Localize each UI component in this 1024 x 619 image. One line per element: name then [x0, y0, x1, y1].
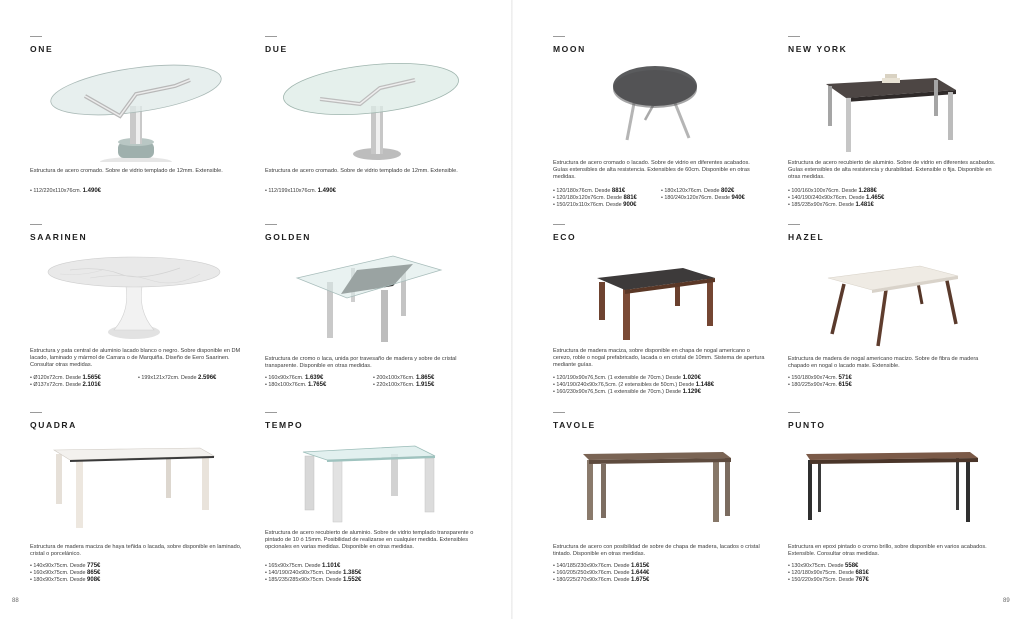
price-item: • 140/190/240x90x76,5cm. (2 extensibles de 50cm.) Desde 1.148€ — [553, 382, 765, 389]
price-list — [30, 563, 242, 583]
price-item: • 150/220x90x75cm. Desde 767€ — [788, 577, 1000, 584]
price-item: • 160x90x75cm. Desde 865€ — [30, 570, 242, 577]
price-list — [788, 188, 1000, 208]
price-item: • 165x90x75cm. Desde 1.101€ — [265, 563, 477, 570]
title-rule — [788, 224, 800, 225]
page-gutter — [511, 0, 513, 619]
title-rule — [553, 36, 565, 37]
price-item: • 140/190/240x90x76cm. Desde 1.465€ — [788, 195, 1000, 202]
product-hazel — [788, 224, 1000, 404]
price-item: • 180x100x76cm. 1.765€ — [265, 382, 369, 389]
table-saarinen-image — [30, 242, 242, 350]
product-moon — [553, 36, 765, 216]
price-list — [30, 188, 242, 195]
product-description: Estructura de cromo o laca, unida por travesaño de madera y sobre de cristal transparente. Disponible en otras medidas. — [265, 356, 457, 369]
price-item: • 185/235x90x76cm. Desde 1.481€ — [788, 202, 1000, 209]
product-one — [30, 36, 242, 216]
price-item: • 140/185/230x90x76cm. Desde 1.615€ — [553, 563, 765, 570]
title-rule — [553, 412, 565, 413]
product-name: SAARINEN — [30, 232, 88, 242]
table-golden-image — [265, 242, 477, 350]
price-item: • 160/205/250x90x76cm. Desde 1.644€ — [553, 570, 765, 577]
table-new-york-image — [788, 54, 1000, 162]
product-name: NEW YORK — [788, 44, 848, 54]
product-description: Estructura de acero cromado o lacado. Sobre de vidrio en diferentes acabados. Guías extensibles de alta resistencia. Extensibles de 60cm. Disponible en otras medidas. — [553, 160, 750, 180]
product-punto — [788, 412, 1000, 592]
table-hazel-image — [788, 242, 1000, 350]
title-rule — [30, 412, 42, 413]
price-item: • 180x90x75cm. Desde 908€ — [30, 577, 242, 584]
title-rule — [30, 224, 42, 225]
product-name: TAVOLE — [553, 420, 596, 430]
price-item: • Ø137x72cm. Desde 2.101€ — [30, 382, 134, 389]
title-rule — [265, 224, 277, 225]
product-quadra — [30, 412, 242, 592]
price-item: • 180/240x120x76cm. Desde 940€ — [661, 195, 765, 202]
price-item: • 120/180x76cm. Desde 881€ — [553, 188, 657, 195]
product-tempo — [265, 412, 477, 592]
product-description: Estructura de acero recubierto de aluminio. Sobre de vidrio templado transparente o pintado de 10 ó 15mm. Posibilidad de realizarse en cualquier medida. Extensibles opcionales en varias medidas. Disponible en otras medidas. — [265, 530, 474, 550]
price-item: • 130x90x75cm. Desde 558€ — [788, 563, 1000, 570]
product-description: Estructura de madera de nogal americano macizo. Sobre de fibra de madera chapado en nogal o lacado mate. Extensible. — [788, 356, 979, 369]
page-number-right: 89 — [1003, 598, 1010, 604]
price-list — [265, 563, 477, 583]
price-list — [553, 375, 765, 395]
product-description: Estructura de acero recubierto de aluminio. Sobre de vidrio en diferentes acabados. Guías extensibles de alta resistencia y durabilidad. Extensible o fija. Disponible en otras medidas. — [788, 160, 996, 180]
price-list — [265, 375, 477, 389]
title-rule — [788, 36, 800, 37]
product-description: Estructura en epoxi pintado o cromo brillo, sobre disponible en varios acabados. Extensible. Consultar otras medidas. — [788, 544, 987, 557]
product-tavole — [553, 412, 765, 592]
price-item: • 100/160x100x76cm. Desde 1.288€ — [788, 188, 1000, 195]
price-item: • 150/180x90x74cm. 571€ — [788, 375, 1000, 382]
product-name: PUNTO — [788, 420, 826, 430]
product-name: QUADRA — [30, 420, 77, 430]
product-name: ECO — [553, 232, 577, 242]
price-list — [553, 188, 765, 208]
product-saarinen — [30, 224, 242, 404]
product-name: ONE — [30, 44, 54, 54]
table-tempo-image — [265, 430, 477, 538]
price-item: • 180x120x76cm. Desde 802€ — [661, 188, 765, 195]
product-description: Estructura de madera maciza de haya teñida o lacada, sobre disponible en laminado, cristal o porcelánico. — [30, 544, 242, 557]
table-eco-image — [553, 242, 765, 350]
product-golden — [265, 224, 477, 404]
price-item: • 199x121x72cm. Desde 2.596€ — [138, 375, 242, 382]
table-tavole-image — [553, 430, 765, 538]
price-item: • 120/190x90x76,5cm. (1 extensible de 70cm.) Desde 1.020€ — [553, 375, 765, 382]
price-item: • 200x100x76cm. 1.865€ — [373, 375, 477, 382]
price-list — [30, 375, 242, 389]
product-description: Estructura de acero con posibilidad de sobre de chapa de madera, lacados o cristal tintado. Disponible en otras medidas. — [553, 544, 760, 557]
price-item: • 150/210x110x76cm. Desde 900€ — [553, 202, 657, 209]
product-description: Estructura de madera maciza, sobre disponible en chapa de nogal americano o cerezo, roble o nogal prefabricado, lacada o en cristal de 10mm. Sistema de apertura mediante guías. — [553, 348, 765, 368]
page-number-left: 88 — [12, 598, 19, 604]
price-item: • 160/230x90x76,5cm. (1 extensible de 70cm.) Desde 1.129€ — [553, 389, 765, 396]
price-list — [265, 188, 477, 195]
price-item: • 140x90x75cm. Desde 775€ — [30, 563, 242, 570]
product-name: MOON — [553, 44, 586, 54]
product-name: TEMPO — [265, 420, 304, 430]
product-due — [265, 36, 477, 216]
price-item: • 185/235/285x90x75cm. Desde 1.552€ — [265, 577, 477, 584]
price-item: • 140/190/240x90x75cm. Desde 1.385€ — [265, 570, 477, 577]
price-item: • 120/180x120x76cm. Desde 881€ — [553, 195, 657, 202]
product-eco — [553, 224, 765, 404]
price-item: • 220x100x76cm. 1.915€ — [373, 382, 477, 389]
price-item: • 180/225x90x74cm. 615€ — [788, 382, 1000, 389]
product-description: Estructura y pata central de aluminio lacado blanco o negro. Sobre disponible en DM lacado, laminado y mármol de Carrara o de Marquiña. Diseño de Eero Saarinen. Consultar otras medidas. — [30, 348, 241, 368]
table-one-image — [30, 54, 242, 162]
price-item: • Ø120x72cm. Desde 1.565€ — [30, 375, 134, 382]
title-rule — [265, 36, 277, 37]
table-quadra-image — [30, 430, 242, 538]
product-description: Estructura de acero cromado. Sobre de vidrio templado de 12mm. Extensible. — [265, 168, 458, 174]
price-item: • 112/220x110x76cm. 1.490€ — [30, 188, 242, 195]
table-punto-image — [788, 430, 1000, 538]
title-rule — [788, 412, 800, 413]
table-moon-image — [553, 54, 765, 162]
product-name: DUE — [265, 44, 288, 54]
product-new-york — [788, 36, 1000, 216]
price-item: • 112/199x110x76cm. 1.490€ — [265, 188, 477, 195]
product-description: Estructura de acero cromado. Sobre de vidrio templado de 12mm. Extensible. — [30, 168, 223, 174]
price-list — [788, 563, 1000, 583]
price-list — [788, 375, 1000, 389]
table-due-image — [265, 54, 477, 162]
title-rule — [265, 412, 277, 413]
product-name: HAZEL — [788, 232, 825, 242]
price-list — [553, 563, 765, 583]
title-rule — [30, 36, 42, 37]
price-item: • 120/180x90x75cm. Desde 681€ — [788, 570, 1000, 577]
price-item: • 160x90x76cm. 1.639€ — [265, 375, 369, 382]
title-rule — [553, 224, 565, 225]
price-item: • 180/225/270x90x76cm. Desde 1.675€ — [553, 577, 765, 584]
product-name: GOLDEN — [265, 232, 311, 242]
